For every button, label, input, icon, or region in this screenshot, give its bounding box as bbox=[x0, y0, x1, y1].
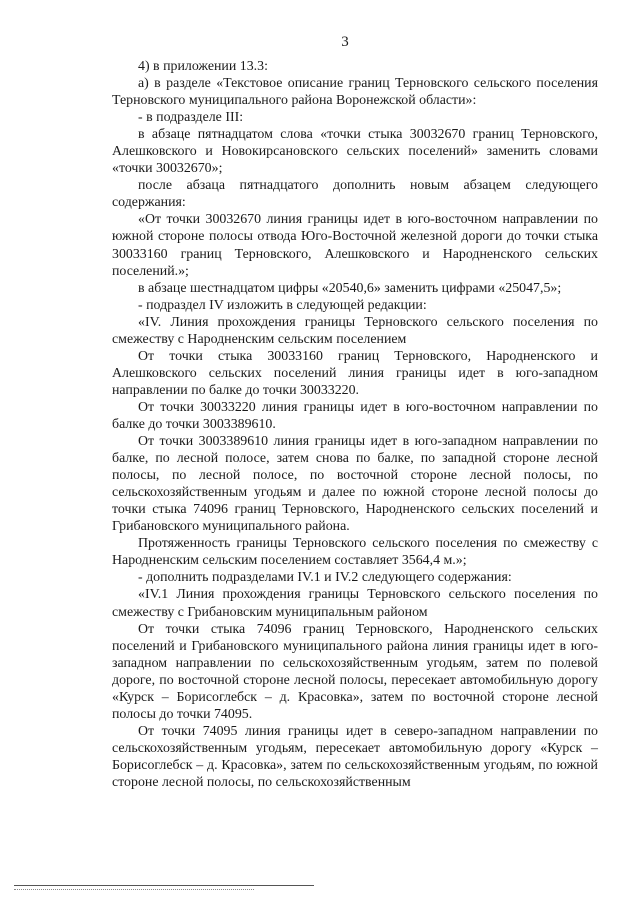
paragraph: От точки стыка 30033160 границ Терновского, Народненского и Алешковского сельских поселений линия границы идет в юго-западном направлении по балке до точки 30033220. bbox=[112, 348, 598, 398]
paragraph: Протяженность границы Терновского сельского поселения по смежеству с Народненским сельским поселением составляет 3564,4 м.»; bbox=[112, 536, 598, 569]
footer-divider-dotted bbox=[14, 889, 254, 890]
paragraph: - подраздел IV изложить в следующей редакции: bbox=[138, 297, 427, 313]
paragraph: «От точки 30032670 линия границы идет в юго-восточном направлении по южной стороне полосы отвода Юго-Восточной железной дороги до точки стыка 30033160 границ Терновского, Алешковского и Народненского сельских поселений.»; bbox=[112, 212, 598, 279]
paragraph: От точки 30033220 линия границы идет в юго-восточном направлении по балке до точки 3003389610. bbox=[112, 399, 598, 432]
paragraph: От точки 3003389610 линия границы идет в юго-западном направлении по балке, по лесной полосе, затем снова по балке, по западной стороне лесной полосы, по лесной полосе, по восточной стороне лесной полосы, по сельскохозяйственным угодьям и далее по южной стороне лесной полосы до точки стыка 74096 границ Терновского, Народненского сельских поселений и Грибановского муниципального района. bbox=[112, 434, 598, 535]
paragraph: а) в разделе «Текстовое описание границ Терновского сельского поселения Терновского муниципального района Воронежской области»: bbox=[112, 76, 598, 109]
footer-divider bbox=[14, 885, 314, 886]
paragraph: после абзаца пятнадцатого дополнить новым абзацем следующего содержания: bbox=[112, 178, 598, 211]
paragraph: «IV.1 Линия прохождения границы Терновского сельского поселения по смежеству с Грибановским муниципальным районом bbox=[112, 587, 598, 620]
paragraph: От точки 74095 линия границы идет в северо-западном направлении по сельскохозяйственным угодьям, пересекает автомобильную дорогу «Курск – Борисоглебск – д. Красовка», затем по сельскохозяйственным угодьям, по южной стороне лесной полосы, по сельскохозяйственным bbox=[112, 723, 598, 790]
paragraph: - дополнить подразделами IV.1 и IV.2 следующего содержания: bbox=[138, 570, 512, 586]
document-body bbox=[112, 58, 598, 791]
paragraph: 4) в приложении 13.3: bbox=[138, 59, 268, 74]
paragraph: в абзаце пятнадцатом слова «точки стыка 30032670 границ Терновского, Алешковского и Новокирсановского сельских поселений» заменить словами «точки 30032670»; bbox=[112, 127, 598, 177]
paragraph: «IV. Линия прохождения границы Терновского сельского поселения по смежеству с Народненским сельским поселением bbox=[112, 314, 598, 347]
paragraph: в абзаце шестнадцатом цифры «20540,6» заменить цифрами «25047,5»; bbox=[138, 280, 562, 296]
page-number: 3 bbox=[341, 34, 349, 50]
paragraph: - в подразделе III: bbox=[138, 110, 244, 126]
paragraph: От точки стыка 74096 границ Терновского, Народненского сельских поселений и Грибановского муниципального района линия границы идет в юго-западном направлении по сельскохозяйственным угодьям, затем по полевой дороге, по восточной стороне лесной полосы, пересекает автомобильную дорогу «Курск – Борисоглебск – д. Красовка», затем по восточной стороне лесной полосы до точки 74095. bbox=[112, 621, 598, 722]
